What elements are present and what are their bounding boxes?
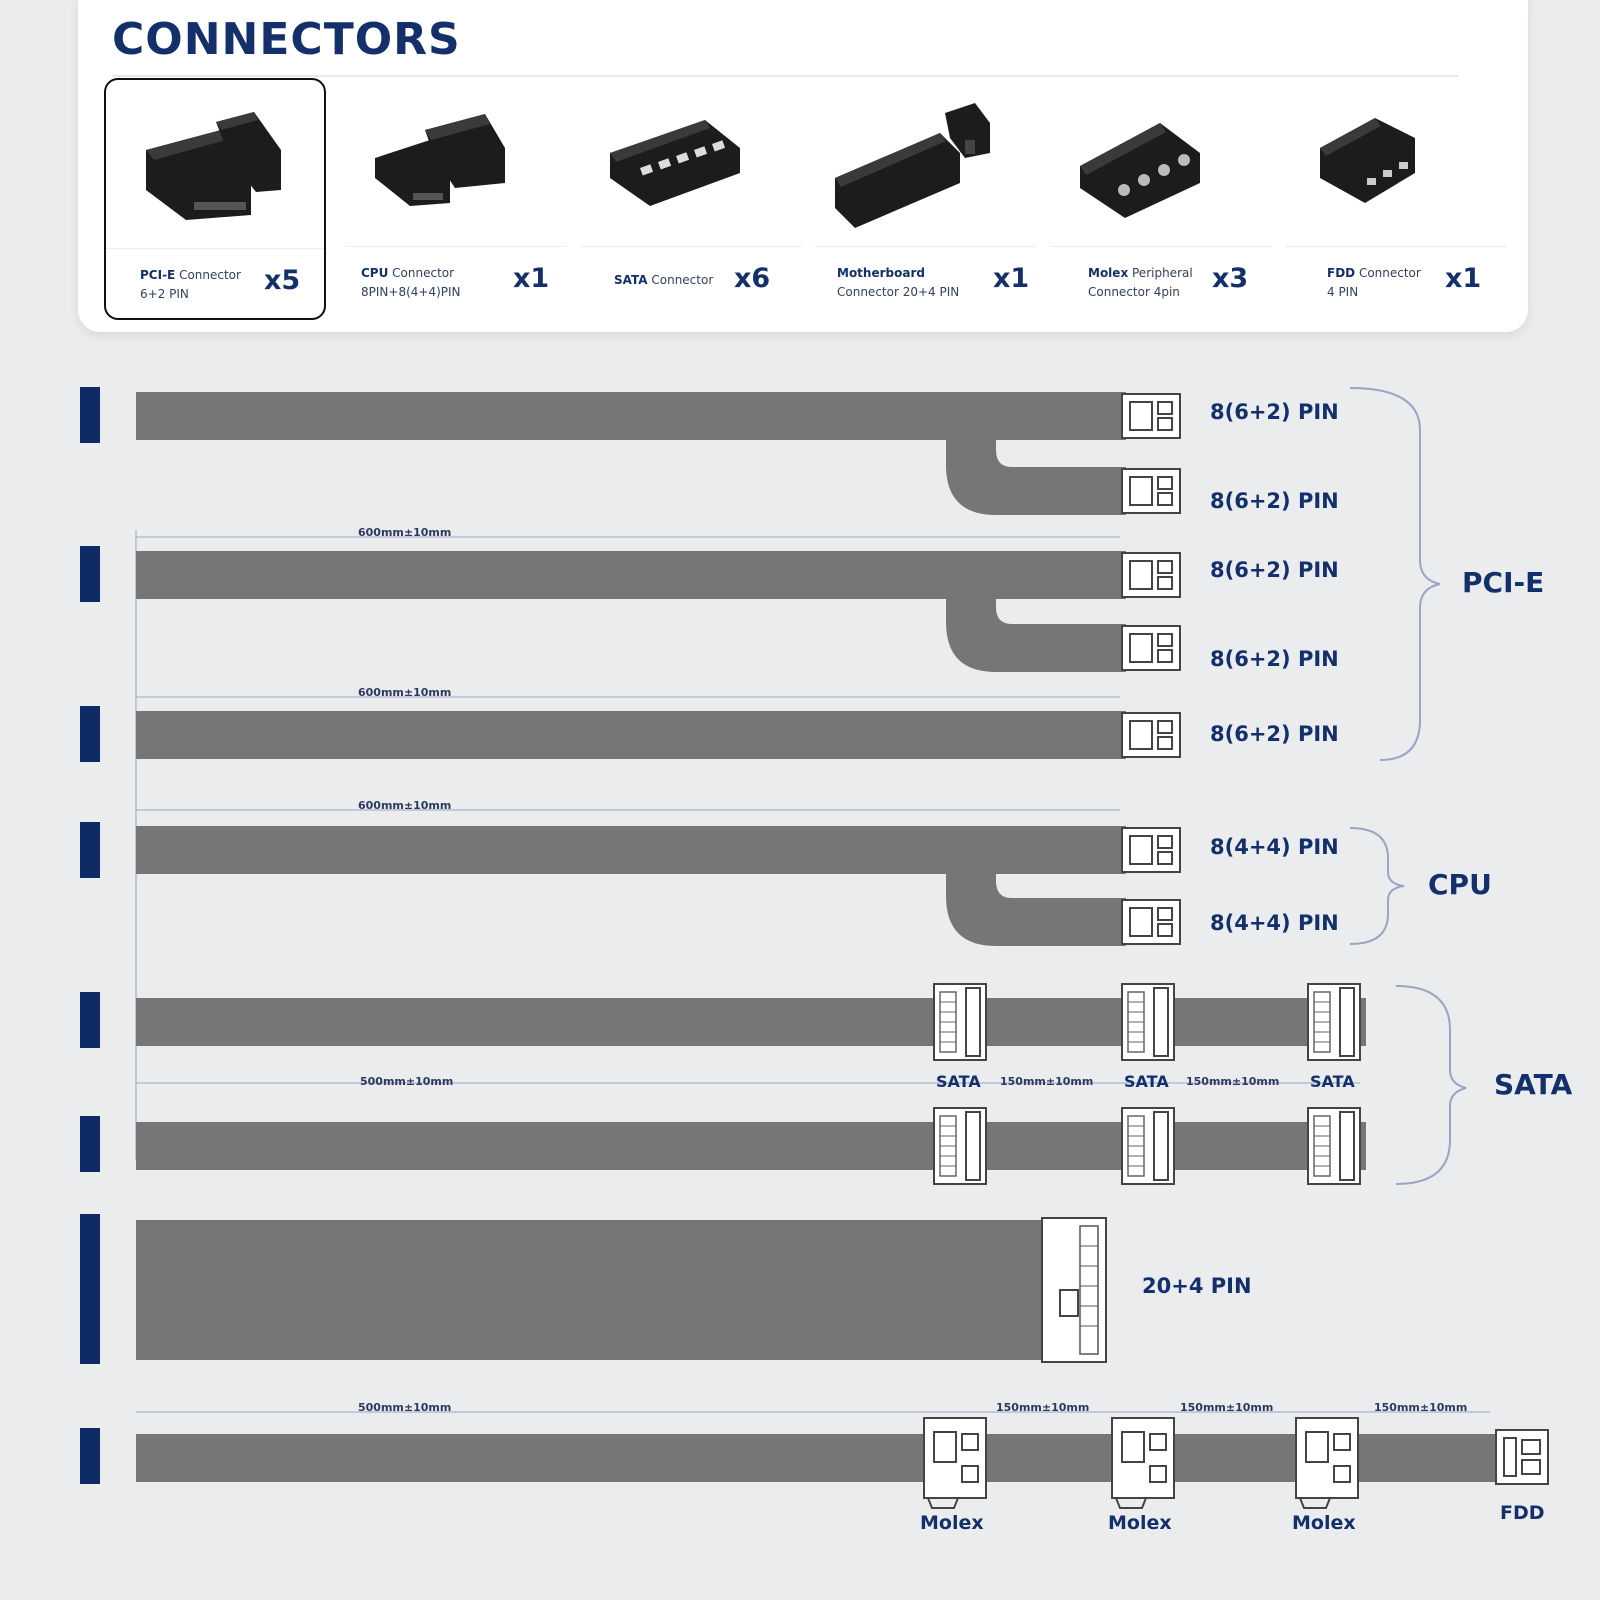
- sata-brace: [1396, 986, 1466, 1184]
- page-title: CONNECTORS: [112, 14, 461, 65]
- motherboard-qty: x1: [993, 263, 1030, 294]
- fdd-label-rest: Connector: [1355, 266, 1421, 280]
- motherboard-connector: [1042, 1218, 1106, 1362]
- sata-dim-1: 500mm±10mm: [360, 1075, 454, 1088]
- sata-tag-2: SATA: [1124, 1072, 1169, 1091]
- pcie-sub: 6+2 PIN: [140, 287, 189, 301]
- fdd-qty: x1: [1445, 263, 1482, 294]
- molex-dim-3: 150mm±10mm: [1180, 1401, 1274, 1414]
- pcie-dim-2: 600mm±10mm: [358, 686, 452, 699]
- cpu-brace: [1350, 828, 1404, 944]
- cable-markers: [80, 387, 100, 1484]
- pcie-dim-1: 600mm±10mm: [358, 526, 452, 539]
- molex-sub: Connector 4pin: [1088, 285, 1180, 299]
- cpu-pin-label-2: 8(4+4) PIN: [1210, 911, 1339, 935]
- pcie-pin-label-3: 8(6+2) PIN: [1210, 558, 1339, 582]
- fdd-name: FDD: [1327, 266, 1356, 280]
- sata-tag-1: SATA: [936, 1072, 981, 1091]
- cpu-dim: 600mm±10mm: [358, 799, 452, 812]
- molex-qty: x3: [1212, 263, 1249, 294]
- pcie-pin-label-4: 8(6+2) PIN: [1210, 647, 1339, 671]
- motherboard-pin-label: 20+4 PIN: [1142, 1274, 1252, 1298]
- cpu-pin-label-1: 8(4+4) PIN: [1210, 835, 1339, 859]
- molex-name: Molex: [1088, 266, 1129, 280]
- molex-tag-3: Molex: [1292, 1512, 1356, 1534]
- molex-dim-2: 150mm±10mm: [996, 1401, 1090, 1414]
- sata-dim-3: 150mm±10mm: [1186, 1075, 1280, 1088]
- pcie-brace: [1350, 388, 1440, 760]
- pcie-pin-label-5: 8(6+2) PIN: [1210, 722, 1339, 746]
- fdd-tag: FDD: [1500, 1502, 1545, 1524]
- sata-cables: [136, 998, 1366, 1170]
- sata-tag-3: SATA: [1310, 1072, 1355, 1091]
- pcie-pin-label-2: 8(6+2) PIN: [1210, 489, 1339, 513]
- pcie-pin-label-1: 8(6+2) PIN: [1210, 400, 1339, 424]
- pcie-name: PCI-E: [140, 268, 176, 282]
- molex-label-rest: Peripheral: [1128, 266, 1193, 280]
- sata-qty: x6: [734, 263, 771, 294]
- cpu-sub: 8PIN+8(4+4)PIN: [361, 285, 461, 299]
- molex-tag-1: Molex: [920, 1512, 984, 1534]
- cpu-group-label: CPU: [1428, 868, 1492, 901]
- cpu-name: CPU: [361, 266, 389, 280]
- motherboard-sub: Connector 20+4 PIN: [837, 285, 960, 299]
- cpu-cables: [136, 826, 1126, 946]
- sata-group-label: SATA: [1494, 1068, 1573, 1101]
- motherboard-name: Motherboard: [837, 266, 925, 280]
- molex-dim-4: 150mm±10mm: [1374, 1401, 1468, 1414]
- pcie-cables: [136, 392, 1126, 759]
- pcie-label-rest: Connector: [175, 268, 241, 282]
- sata-dim-2: 150mm±10mm: [1000, 1075, 1094, 1088]
- cpu-label-rest: Connector: [388, 266, 455, 280]
- sata-label-rest: Connector: [647, 273, 714, 287]
- molex-tag-2: Molex: [1108, 1512, 1172, 1534]
- pcie-qty: x5: [264, 265, 301, 296]
- motherboard-cable: [136, 1220, 1046, 1360]
- pcie-group-label: PCI-E: [1462, 566, 1545, 599]
- fdd-connector: [1496, 1430, 1548, 1484]
- sata-name: SATA: [614, 273, 648, 287]
- fdd-sub: 4 PIN: [1327, 285, 1359, 299]
- molex-dim-1: 500mm±10mm: [358, 1401, 452, 1414]
- cpu-qty: x1: [513, 263, 550, 294]
